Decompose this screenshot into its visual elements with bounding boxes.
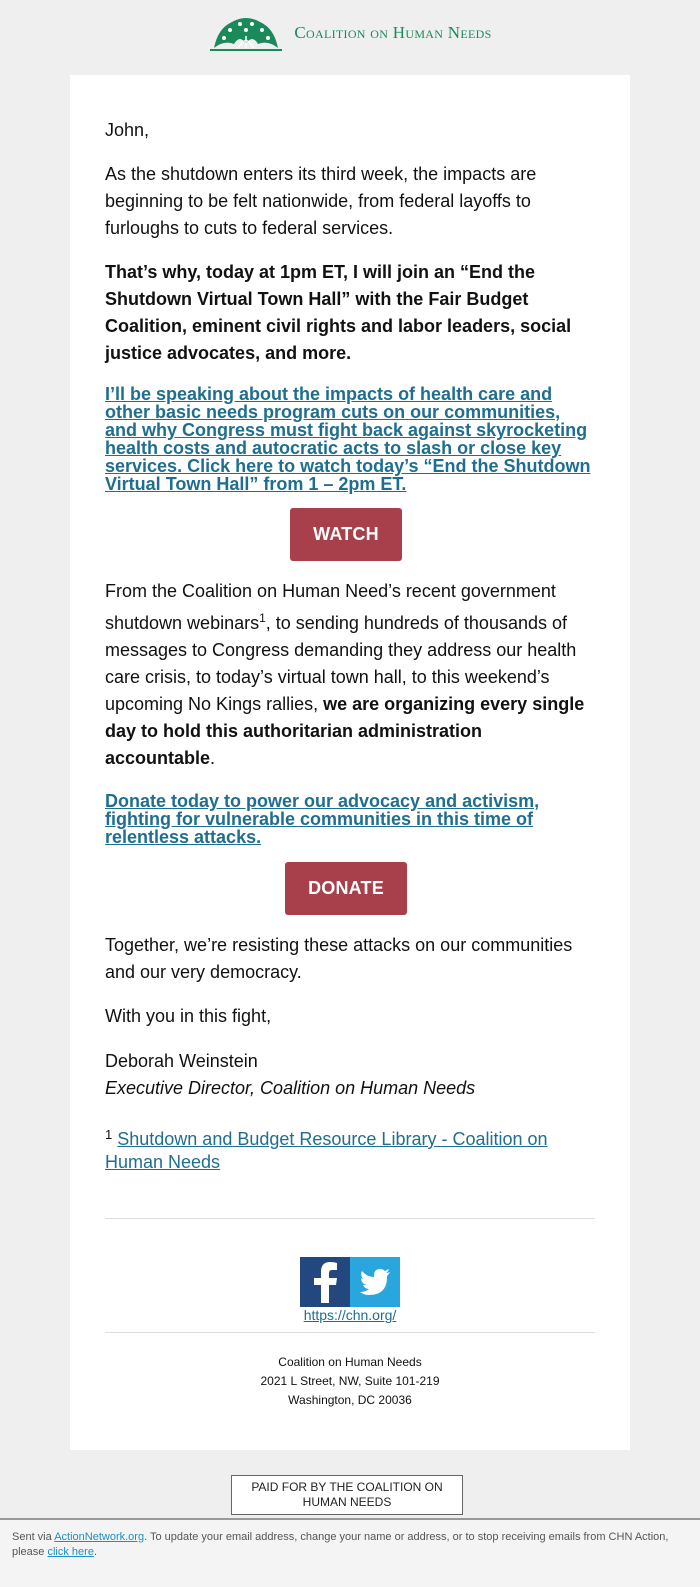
watch-button[interactable]: WATCH (290, 508, 402, 561)
footnote-resource-link[interactable]: Shutdown and Budget Resource Library - Coalition on Human Needs (105, 1129, 548, 1172)
greeting: John, (105, 120, 150, 140)
signer-name: Deborah Weinstein (105, 1051, 258, 1071)
click-here-link[interactable]: click here (47, 1546, 94, 1558)
address-line-2: 2021 L Street, NW, Suite 101-219 (260, 1374, 440, 1388)
intro-paragraph: As the shutdown enters its third week, the impacts are beginning to be felt nationwide, from federal layoffs to furloughs to cuts to federal services. (105, 164, 537, 238)
donate-link[interactable]: Donate today to power our advocacy and activism, fighting for vulnerable communities in this time of relentless attacks. (105, 791, 540, 847)
organizing-text-a: From the Coalition on Human Need’s recent government shutdown webinars (105, 581, 556, 633)
address-line-1: Coalition on Human Needs (278, 1355, 422, 1369)
resisting-paragraph: Together, we’re resisting these attacks on our communities and our very democracy. (105, 935, 573, 982)
organizing-bold-text: we are organizing every single day to hold this authoritarian administration accountable (105, 694, 585, 768)
email-header (0, 0, 700, 75)
footnote-number: 1 (105, 1127, 113, 1142)
org-name: Coalition on Human Needs (294, 22, 492, 42)
signer-title: Executive Director, Coalition on Human Needs (105, 1078, 476, 1098)
facebook-icon[interactable] (300, 1257, 350, 1307)
paid-for-disclaimer: PAID FOR BY THE COALITION ON HUMAN NEEDS (231, 1475, 463, 1515)
chn-logo[interactable] (208, 14, 491, 52)
closing-line: With you in this fight, (105, 1006, 272, 1026)
unsubscribe-text: . To update your email address, change your name or address, or to stop receiving emails from CHN Action, please (12, 1531, 669, 1558)
town-hall-paragraph: That’s why, today at 1pm ET, I will join an “End the Shutdown Virtual Town Hall” with the Fair Budget Coalition, eminent civil rights and labor leaders, social justice advocates, and more. (105, 262, 572, 363)
organizing-text-b: , to sending hundreds of thousands of messages to Congress demanding they address our health care crisis, to today’s virtual town hall, to this weekend’s upcoming No Kings rallies, (105, 613, 577, 714)
address-line-3: Washington, DC 20036 (288, 1393, 412, 1407)
action-network-link[interactable]: ActionNetwork.org (54, 1531, 145, 1543)
sent-via-text: Sent via (12, 1531, 55, 1543)
bottom-end-text: . (93, 1546, 98, 1558)
twitter-icon[interactable] (350, 1257, 400, 1307)
social-icons (300, 1257, 400, 1307)
watch-town-hall-link[interactable]: I’ll be speaking about the impacts of health care and other basic needs program cuts on our communities, and why Congress must fight back against skyrocketing health costs and autocratic acts to slash or close key services. Click here to watch today’s “End the Shutdown Virtual Town Hall” from 1 – 2pm ET. (105, 384, 591, 494)
divider-top (105, 1218, 595, 1219)
donate-button[interactable]: DONATE (285, 862, 407, 915)
email-card (70, 75, 630, 1450)
footnote (105, 1123, 595, 1174)
footnote-ref: 1 (259, 611, 266, 625)
organizing-paragraph (105, 578, 595, 772)
site-link[interactable]: https://chn.org/ (303, 1307, 397, 1323)
tree-icon (208, 14, 284, 52)
divider-bottom (105, 1332, 595, 1333)
action-network-footer (0, 1518, 700, 1587)
organizing-text-end: . (210, 748, 216, 768)
